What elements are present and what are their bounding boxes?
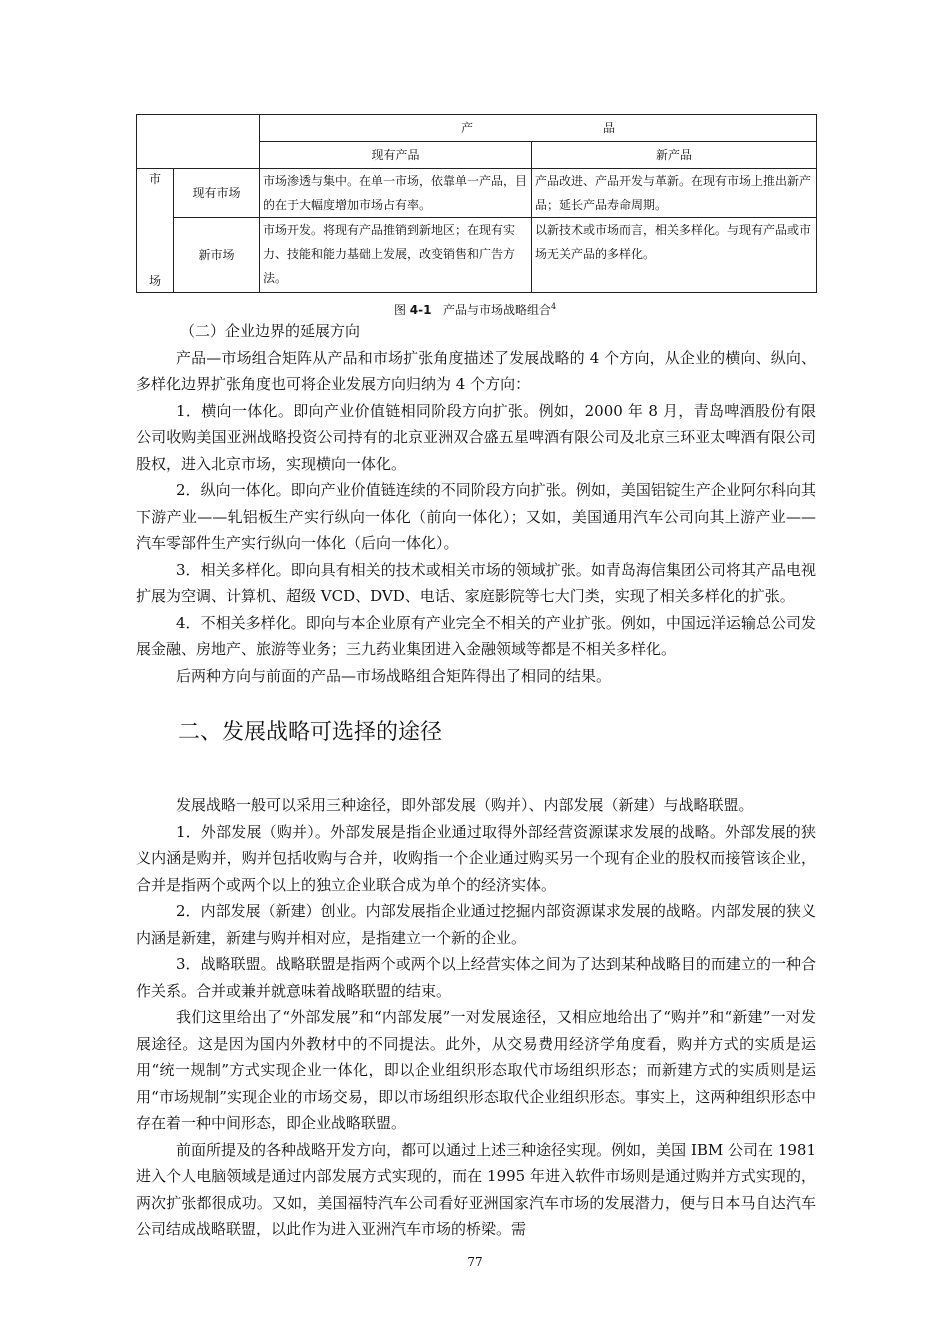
paragraph: 3．相关多样化。即向具有相关的技术或相关市场的领域扩张。如青岛海信集团公司将其产品电视扩展为空调、计算机、超级 VCD、DVD、电话、家庭影院等七大门类，实现了相关多样化的扩张。	[136, 560, 816, 605]
row-existing-market: 现有市场	[174, 168, 260, 218]
cell-new-market-new-product: 以新技术或市场而言，相关多样化。与现有产品或市场无关产品的多样化。	[532, 218, 817, 293]
paragraph: 后两种方向与前面的产品—市场战略组合矩阵得出了相同的结果。	[176, 666, 612, 685]
market-label-top: 市	[148, 172, 161, 187]
market-label-bottom: 场	[148, 274, 161, 289]
subheading: （二）企业边界的延展方向	[180, 322, 361, 340]
col-new-product: 新产品	[532, 142, 817, 168]
paragraph: 2．纵向一体化。即向产业价值链连续的不同阶段方向扩张。例如，美国铝锭生产企业阿尔科向其下游产业——轧铝板生产实行纵向一体化（前向一体化）；又如，美国通用汽车公司向其上游产业——汽车零部件生产实行纵向一体化（后向一体化）。	[136, 481, 816, 552]
paragraph: 4．不相关多样化。即向与本企业原有产业完全不相关的产业扩张。例如，中国远洋运输总公司发展金融、房地产、旅游等业务；三九药业集团进入金融领域等都是不相关多样化。	[136, 613, 816, 658]
product-market-matrix	[136, 114, 817, 293]
product-header-right: 品	[603, 121, 616, 136]
market-side-label	[137, 168, 174, 292]
figure-caption	[0, 297, 950, 320]
cell-existing-market-new-product: 产品改进、产品开发与革新。在现有市场上推出新产品；延长产品寿命周期。	[532, 168, 817, 218]
matrix-corner-cell	[137, 115, 260, 169]
caption-title: 产品与市场战略组合	[442, 303, 551, 317]
section-development-paths	[136, 792, 816, 1243]
caption-number: 4-1	[409, 303, 432, 317]
paragraph: 产品—市场组合矩阵从产品和市场扩张角度描述了发展战略的 4 个方向，从企业的横向、纵向、多样化边界扩张角度也可将企业发展方向归纳为 4 个方向：	[136, 348, 816, 393]
section-heading: 二、发展战略可选择的途径	[178, 720, 443, 745]
cell-new-market-existing-product: 市场开发。将现有产品推销到新地区；在现有实力、技能和能力基础上发展，改变销售和广告方法。	[260, 218, 532, 293]
page-number: 77	[467, 1255, 483, 1269]
caption-footnote: 4	[550, 302, 557, 311]
product-header-left: 产	[460, 121, 473, 136]
row-new-market: 新市场	[174, 218, 260, 293]
paragraph: 3．战略联盟。战略联盟是指两个或两个以上经营实体之间为了达到某种战略目的而建立的一种合作关系。合并或兼并就意味着战略联盟的结束。	[136, 955, 816, 1000]
paragraph: 发展战略一般可以采用三种途径，即外部发展（购并）、内部发展（新建）与战略联盟。	[176, 796, 754, 814]
cell-existing-market-existing-product: 市场渗透与集中。在单一市场，依靠单一产品，目的在于大幅度增加市场占有率。	[260, 168, 532, 218]
paragraph: 我们这里给出了“外部发展”和“内部发展”一对发展途径，又相应地给出了“购并”和“新建”一对发展途径。这是因为国内外教材中的不同提法。此外，从交易费用经济学角度看，购并方式的实质是运用“统一规制”方式实现企业一体化，即以企业组织形态取代市场组织形态；而新建方式的实质则是运用“市场规制”实现企业的市场交易，即以市场组织形态取代企业组织形态。事实上，这两种组织形态中存在着一种中间形态，即企业战略联盟。	[136, 1008, 816, 1132]
paragraph: 1．外部发展（购并）。外部发展是指企业通过取得外部经营资源谋求发展的战略。外部发展的狭义内涵是购并，购并包括收购与合并，收购指一个企业通过购买另一个现有企业的股权而接管该企业，合并是指两个或两个以上的独立企业联合成为单个的经济实体。	[136, 822, 816, 894]
paragraph: 前面所提及的各种战略开发方向，都可以通过上述三种途径实现。例如，美国 IBM 公司在 1981 进入个人电脑领域是通过内部发展方式实现的，而在 1995 年进入软件市场则是通过购并方式实现的，两次扩张都很成功。又如，美国福特汽车公司看好亚洲国家汽车市场的发展潜力，便与日本马自达汽车公司结成战略联盟，以此作为进入亚洲汽车市场的桥梁。需	[136, 1140, 816, 1238]
caption-prefix: 图	[393, 303, 406, 317]
paragraph: 2．内部发展（新建）创业。内部发展指企业通过挖掘内部资源谋求发展的战略。内部发展的狭义内涵是新建，新建与购并相对应，是指建立一个新的企业。	[136, 902, 816, 947]
paragraph: 1．横向一体化。即向产业价值链相同阶段方向扩张。例如，2000 年 8 月，青岛啤酒股份有限公司收购美国亚洲战略投资公司持有的北京亚洲双合盛五星啤酒有限公司及北京三环亚太啤酒有限公司股权，进入北京市场，实现横向一体化。	[136, 401, 816, 473]
section-boundary-extension	[136, 318, 816, 689]
col-existing-product: 现有产品	[260, 142, 532, 168]
product-header	[260, 115, 817, 142]
